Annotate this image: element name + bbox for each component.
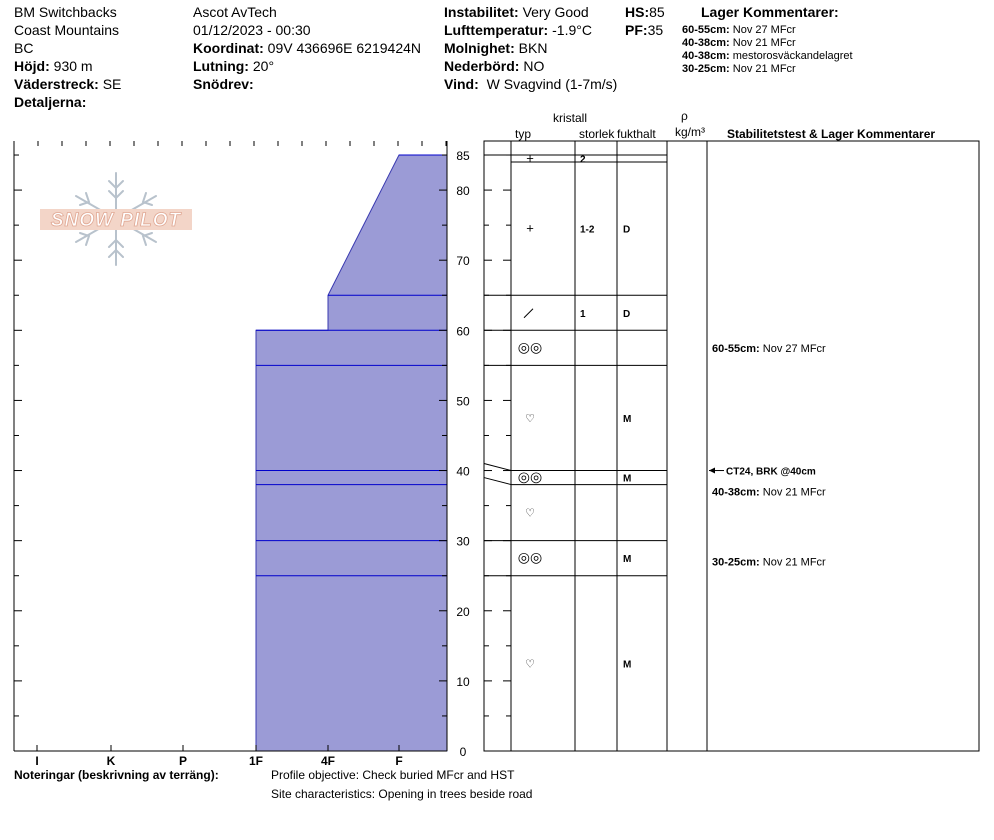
notes-label: Noteringar (beskrivning av terräng): [14, 768, 219, 782]
y-tick-label: 0 [459, 745, 467, 759]
layer-comment-chart [712, 343, 826, 355]
grain-type-symbol: + [526, 220, 534, 236]
grain-type-symbol: ◎◎ [517, 468, 543, 485]
coordinate-label: Koordinat: [193, 40, 264, 56]
layer-comments-title: Lager Kommentarer: [701, 4, 839, 20]
x-tick-label: K [106, 754, 116, 768]
moisture-label: M [623, 554, 632, 566]
notes-line-2: Site characteristics: Opening in trees beside road [271, 787, 533, 801]
x-tick-label: F [395, 754, 403, 768]
layer-comment-depth: 40-38cm: [682, 50, 730, 62]
aspect-value: SE [102, 76, 122, 92]
x-tick-label: P [178, 754, 188, 768]
crystal-header: kristall [553, 111, 588, 125]
moisture-label: D [623, 308, 631, 320]
y-tick-label: 40 [456, 464, 470, 479]
layer-comment-chart [712, 557, 826, 569]
moisture-label: M [623, 413, 632, 425]
grain-type-symbol: ◎◎ [517, 338, 543, 355]
layer-comment-text: Nov 21 MFcr [762, 486, 826, 499]
precip-value: NO [523, 58, 545, 74]
type-header: typ [515, 127, 532, 141]
hs-value: 85 [649, 4, 665, 20]
layer-comment-text: Nov 21 MFcr [732, 37, 796, 49]
layer-comment-text: Nov 21 MFcr [732, 63, 796, 75]
table-frame [484, 141, 979, 751]
aspect-label: Väderstreck: [14, 76, 99, 92]
layer-comment-depth: 40-38cm: [712, 486, 763, 499]
grain-type-symbol [524, 309, 533, 318]
size-header: storlek [579, 127, 615, 141]
grain-size-label: 2 [580, 154, 586, 166]
x-tick-label: 1F [248, 754, 264, 768]
rho-header: ρ [681, 109, 688, 123]
sky-label: Molnighet: [444, 40, 515, 56]
instability-label: Instabilitet: [444, 4, 519, 20]
hardness-fill [256, 155, 447, 751]
grain-size-label: 1-2 [580, 224, 595, 236]
y-tick-label: 85 [456, 149, 470, 164]
layer-comment-chart [712, 487, 826, 499]
y-tick-label: 20 [456, 604, 470, 619]
stability-comments [709, 343, 826, 569]
logo-text: SNOW PILOT [50, 210, 182, 231]
arrow-head [709, 468, 715, 474]
observation-datetime: 01/12/2023 - 00:30 [193, 22, 311, 38]
hardness-profile [256, 155, 447, 751]
pf-label: PF: [625, 22, 648, 38]
organization: Ascot AvTech [193, 4, 277, 20]
x-tick-label: 4F [320, 754, 336, 768]
layer-comment-depth: 40-38cm: [682, 37, 730, 49]
layer-comment-depth: 30-25cm: [682, 63, 730, 75]
grain-size-label: 1 [580, 308, 586, 320]
layer-comment-depth: 60-55cm: [682, 24, 730, 36]
layer-comment-text: Nov 27 MFcr [732, 24, 796, 36]
slope-label: Lutning: [193, 58, 249, 74]
y-tick-label: 60 [456, 324, 470, 339]
location-name: BM Switchbacks [14, 4, 117, 20]
layer-comment-text: Nov 27 MFcr [762, 342, 826, 355]
y-tick-label: 10 [456, 674, 470, 689]
moisture-header: fukthalt [617, 127, 656, 141]
stability-header: Stabilitetstest & Lager Kommentarer [727, 127, 936, 141]
y-tick-label: 30 [456, 534, 470, 549]
grain-type-symbol: ♡ [525, 658, 535, 671]
snowpilot-logo [40, 173, 192, 265]
drift-label: Snödrev: [193, 76, 254, 92]
hs-label: HS: [625, 4, 650, 20]
layer-connector-line [484, 478, 511, 485]
moisture-label: D [623, 224, 631, 236]
grain-type-symbol: ◎◎ [517, 549, 543, 566]
y-tick-label: 80 [456, 184, 470, 199]
x-tick-label: I [35, 754, 39, 768]
layer-comment-text: mestorosväckandelagret [732, 50, 853, 62]
layer-connector-line [484, 464, 511, 471]
elevation-label: Höjd: [14, 58, 50, 74]
stability-test-text: CT24, BRK @40cm [726, 466, 816, 478]
coordinate-value: 09V 436696E 6219424N [267, 40, 422, 56]
pf-value: 35 [647, 22, 664, 38]
sky-value: BKN [518, 40, 548, 56]
elevation-value: 930 m [53, 58, 93, 74]
layer-comment-depth: 60-55cm: [712, 342, 763, 355]
moisture-label: M [623, 659, 632, 671]
air-temp-value: -1.9°C [552, 22, 592, 38]
moisture-label: M [623, 473, 632, 485]
mountain-range: Coast Mountains [14, 22, 120, 38]
stratigraphy-table [484, 141, 979, 751]
notes-line-1: Profile objective: Check buried MFcr and HST [271, 768, 515, 782]
wind-value: W Svagvind (1-7m/s) [486, 76, 618, 92]
layer-comment-text: Nov 21 MFcr [762, 556, 826, 569]
y-tick-label: 70 [456, 254, 470, 269]
density-unit-header: kg/m³ [675, 125, 705, 139]
region: BC [14, 40, 34, 56]
wind-label: Vind: [444, 76, 479, 92]
precip-label: Nederbörd: [444, 58, 520, 74]
instability-value: Very Good [522, 4, 589, 20]
slope-value: 20° [252, 58, 275, 74]
details-label: Detaljerna: [14, 94, 87, 110]
y-tick-label: 50 [456, 394, 470, 409]
grain-type-symbol: + [526, 150, 534, 166]
air-temp-label: Lufttemperatur: [444, 22, 549, 38]
layer-comment-depth: 30-25cm: [712, 556, 763, 569]
grain-type-symbol: ♡ [525, 507, 535, 520]
grain-type-symbol: ♡ [525, 412, 535, 425]
